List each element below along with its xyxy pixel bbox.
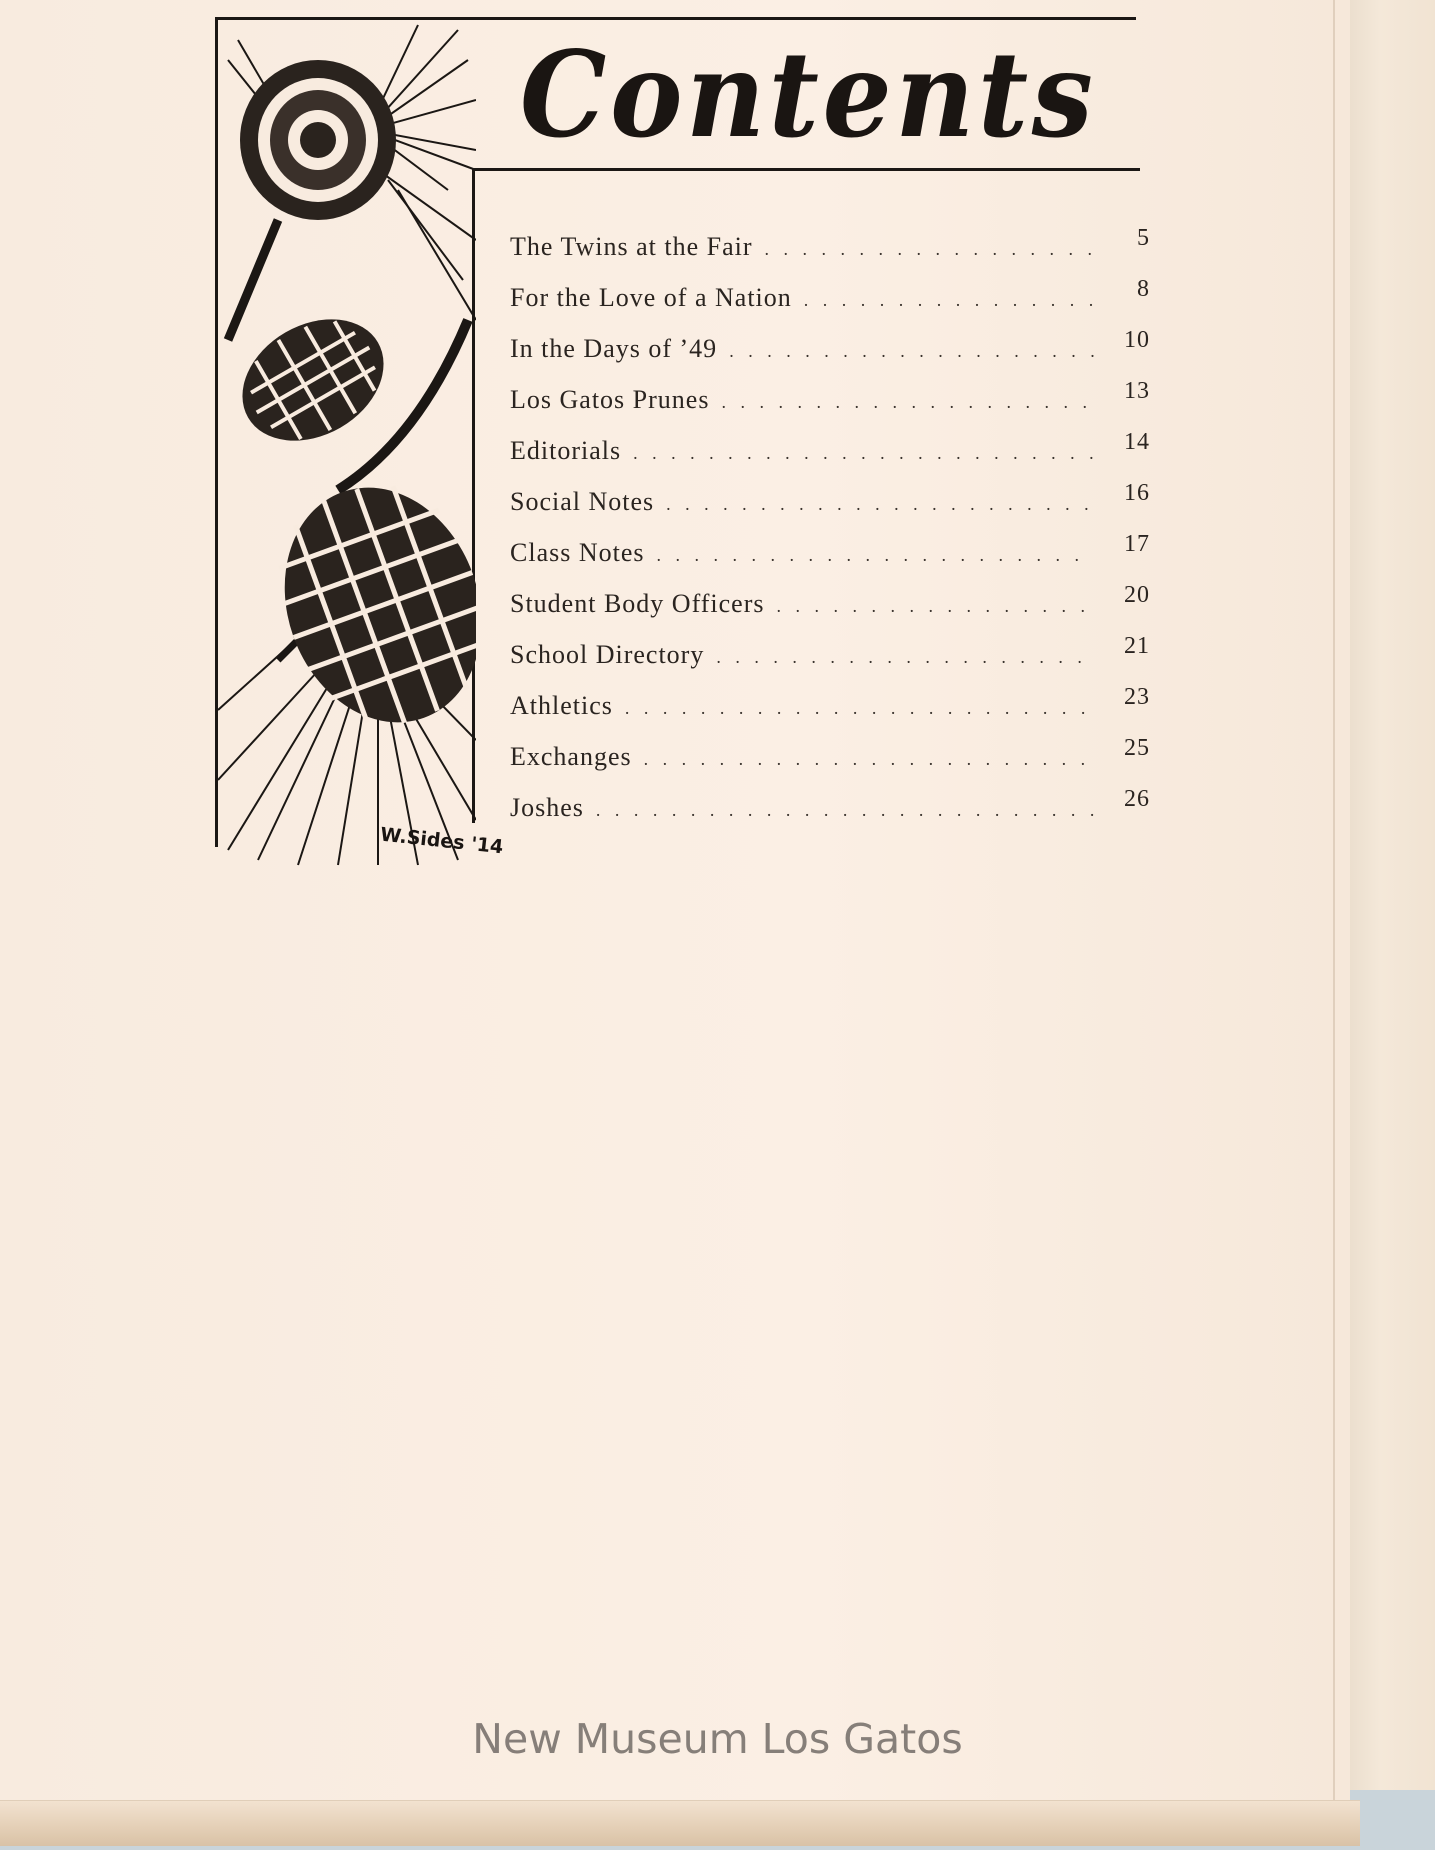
page-title: Contents [520, 25, 1097, 164]
toc-leader-dots [625, 698, 1094, 719]
toc-entry-page: 16 [1124, 480, 1150, 506]
watermark: New Museum Los Gatos [472, 1715, 963, 1763]
toc-leader-dots [633, 443, 1094, 464]
toc-entry-title: Class Notes [510, 538, 645, 567]
toc-entry [510, 429, 1150, 487]
toc-leader-dots [721, 392, 1094, 413]
toc-entry-title: For the Love of a Nation [510, 283, 792, 312]
toc-entry [510, 735, 1150, 793]
toc-entry [510, 786, 1150, 844]
toc-leader-dots [657, 545, 1095, 566]
page-bottom-edge [0, 1800, 1360, 1846]
toc-entry [510, 378, 1150, 436]
toc-entry-page: 25 [1124, 735, 1150, 761]
toc-entry [510, 480, 1150, 538]
page-gutter [1333, 0, 1335, 1800]
toc-leader-dots [644, 749, 1094, 770]
toc-entry [510, 531, 1150, 589]
artist-signature: W.Sides '14 [379, 823, 505, 859]
toc-leader-dots [777, 596, 1095, 617]
toc-entry-title: Exchanges [510, 742, 632, 771]
toc-entry-page: 8 [1137, 276, 1150, 302]
toc-entry-page: 10 [1124, 327, 1150, 353]
toc-entry-page: 13 [1124, 378, 1150, 404]
toc-entry-page: 26 [1124, 786, 1150, 812]
pine-cone-illustration [218, 20, 476, 870]
toc-entry-page: 14 [1124, 429, 1150, 455]
toc-entry-title: School Directory [510, 640, 705, 669]
toc-leader-dots [716, 647, 1094, 668]
toc-entry [510, 276, 1150, 334]
adjacent-page-edge [1340, 0, 1435, 1790]
table-of-contents [510, 225, 1150, 844]
toc-leader-dots [596, 800, 1094, 821]
toc-leader-dots [729, 341, 1094, 362]
toc-entry-page: 21 [1124, 633, 1150, 659]
toc-leader-dots [765, 239, 1094, 260]
toc-entry-title: Social Notes [510, 487, 655, 516]
toc-entry [510, 327, 1150, 385]
toc-entry-title: The Twins at the Fair [510, 232, 753, 261]
toc-entry-title: Editorials [510, 436, 622, 465]
toc-entry-page: 5 [1137, 225, 1150, 251]
toc-entry-title: Student Body Officers [510, 589, 765, 618]
toc-entry-page: 20 [1124, 582, 1150, 608]
toc-entry [510, 684, 1150, 742]
toc-entry-title: Joshes [510, 793, 584, 822]
toc-leader-dots [804, 290, 1094, 311]
toc-entry-title: Los Gatos Prunes [510, 385, 710, 414]
toc-entry-page: 23 [1124, 684, 1150, 710]
toc-entry-page: 17 [1124, 531, 1150, 557]
toc-entry-title: In the Days of ’49 [510, 334, 718, 363]
toc-entry [510, 225, 1150, 283]
toc-entry [510, 582, 1150, 640]
toc-entry-title: Athletics [510, 691, 613, 720]
toc-entry [510, 633, 1150, 691]
toc-leader-dots [666, 494, 1094, 515]
